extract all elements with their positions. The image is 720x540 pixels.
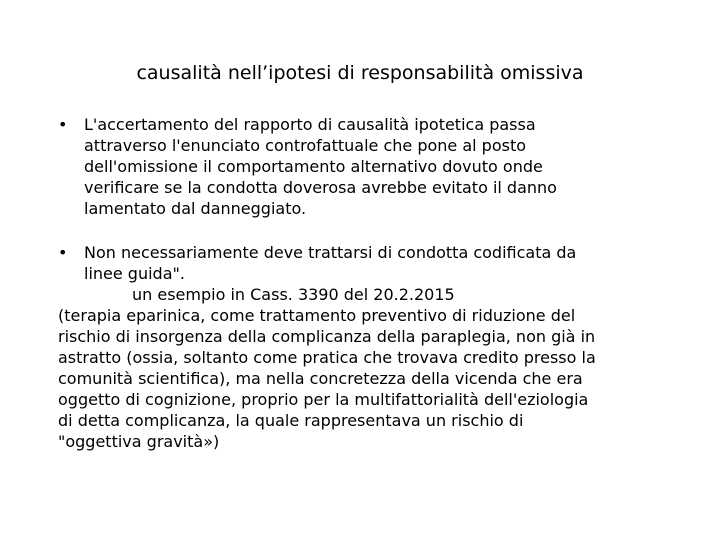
bullet-1-line-1: L'accertamento del rapporto di causalità ipotetica passa: [84, 115, 536, 134]
bullet-1-line-2: attraverso l'enunciato controfattuale che pone al posto: [84, 136, 527, 155]
paragraph-line-1: (terapia eparinica, come trattamento preventivo di riduzione del: [58, 306, 576, 325]
paragraph-line-4: comunità scientifica), ma nella concretezza della vicenda che era: [58, 369, 583, 388]
explanatory-paragraph: [58, 305, 698, 452]
bullet-2-line-1: Non necessariamente deve trattarsi di condotta codificata da: [84, 243, 577, 262]
bullet-item-1: [58, 114, 698, 219]
bullet-marker: •: [58, 115, 68, 134]
paragraph-line-5: oggetto di cognizione, proprio per la multifattorialità dell'eziologia: [58, 390, 589, 409]
bullet-item-2: [58, 242, 698, 284]
bullet-2-line-2: linee guida".: [84, 264, 185, 283]
paragraph-line-2: rischio di insorgenza della complicanza della paraplegia, non già in: [58, 327, 596, 346]
paragraph-gap: [58, 219, 698, 242]
bullet-1-line-5: lamentato dal danneggiato.: [84, 199, 307, 218]
bullet-1-line-4: verificare se la condotta doverosa avrebbe evitato il danno: [84, 178, 557, 197]
paragraph-line-3: astratto (ossia, soltanto come pratica che trovava credito presso la: [58, 348, 596, 367]
slide-body: [58, 114, 698, 452]
bullet-marker: •: [58, 243, 68, 262]
slide-title: causalità nell’ipotesi di responsabilità omissiva: [136, 62, 584, 84]
paragraph-line-6: di detta complicanza, la quale rappresentava un rischio di: [58, 411, 524, 430]
bullet-1-line-3: dell'omissione il comportamento alternativo dovuto onde: [84, 157, 543, 176]
paragraph-line-7: "oggettiva gravità»): [58, 432, 220, 451]
example-citation: un esempio in Cass. 3390 del 20.2.2015: [132, 285, 455, 304]
